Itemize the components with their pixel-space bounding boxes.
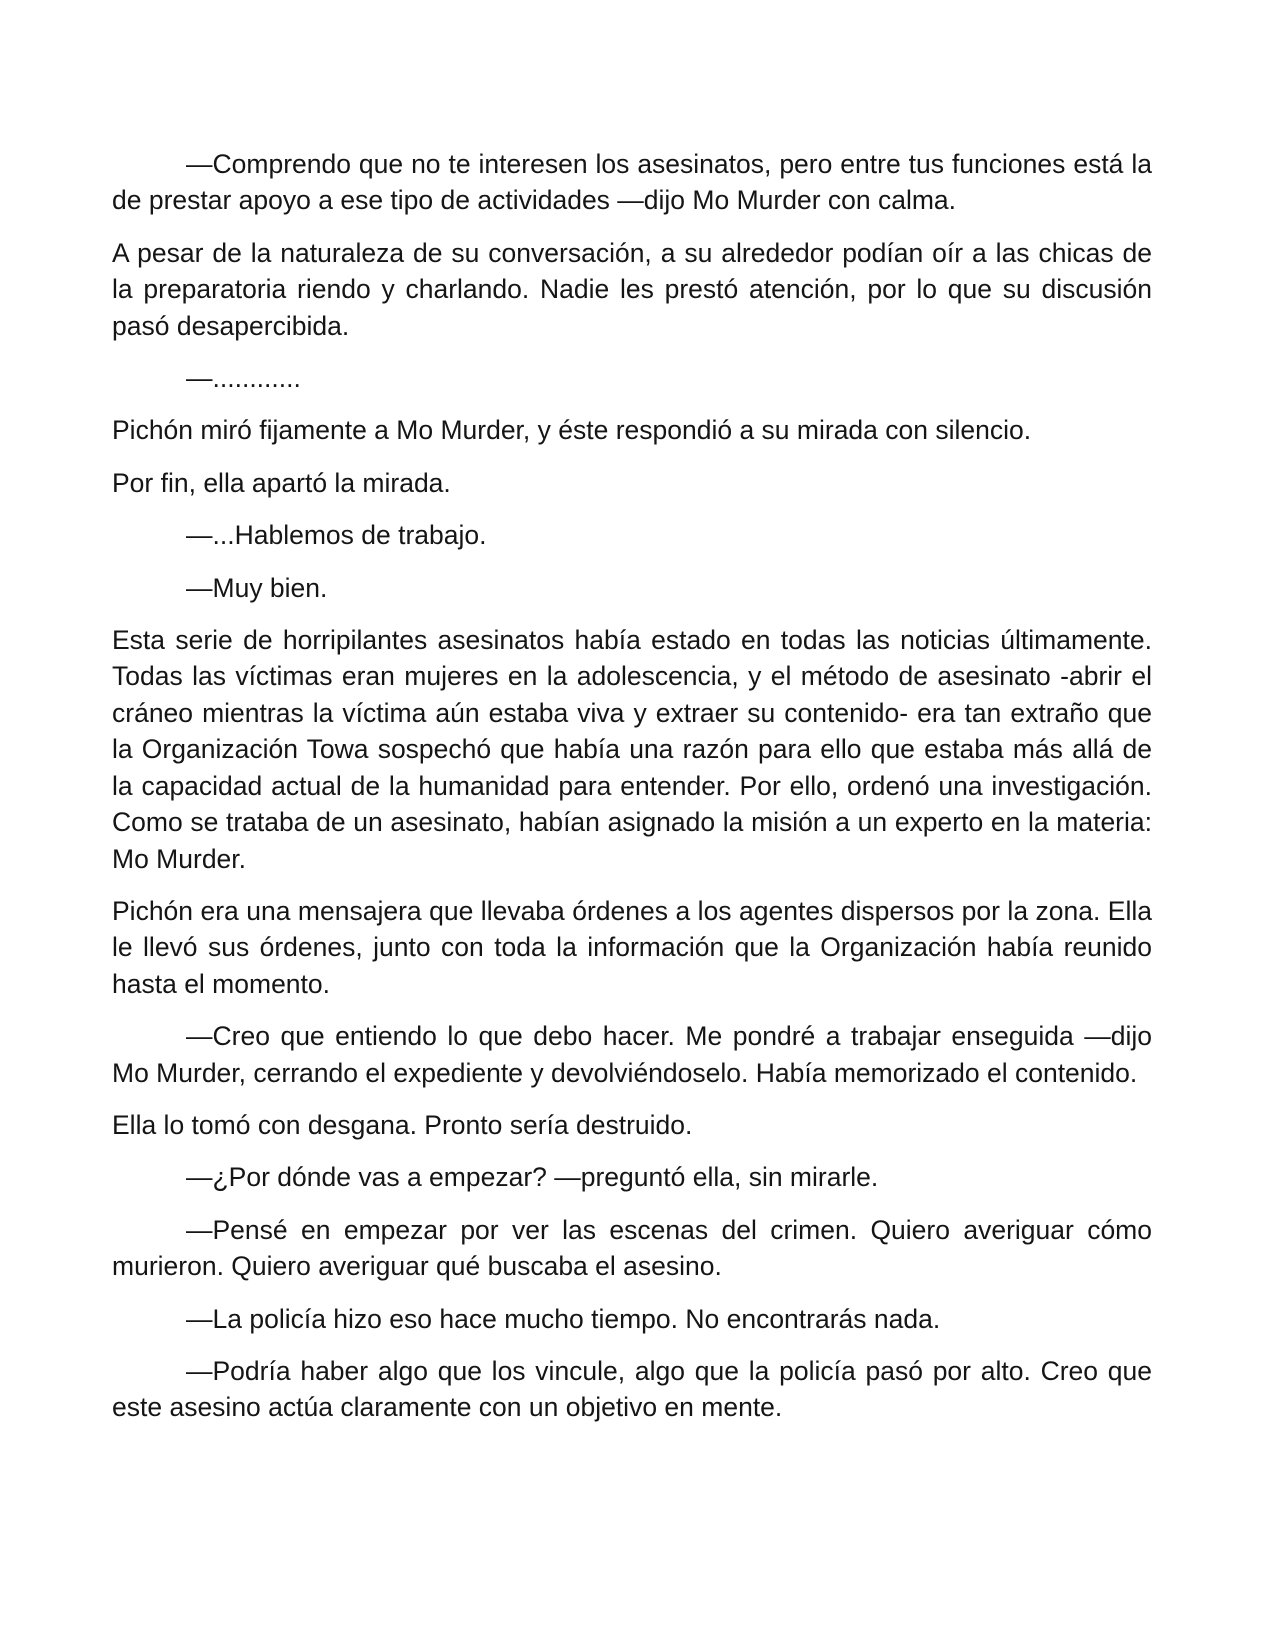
- paragraph-6: —...Hablemos de trabajo.: [186, 520, 487, 551]
- paragraph-10: —Creo que entiendo lo que debo hacer. Me pondré a trabajar enseguida —dijo Mo Murder, cerrando el expediente y devolviéndoselo. Había memorizado el contenido.: [112, 1021, 1152, 1088]
- paragraph-3: —............: [186, 363, 301, 394]
- paragraph-1: —Comprendo que no te interesen los asesinatos, pero entre tus funciones está la de prestar apoyo a ese tipo de actividades —dijo Mo Murder con calma.: [112, 149, 1152, 216]
- paragraph-7: —Muy bien.: [186, 572, 328, 603]
- paragraph-4: Pichón miró fijamente a Mo Murder, y éste respondió a su mirada con silencio.: [112, 415, 1032, 446]
- paragraph-8: Esta serie de horripilantes asesinatos había estado en todas las noticias últimamente. Todas las víctimas eran mujeres en la adolescencia, y el método de asesinato -abrir el cráneo mientras la víctima aún estaba viva y extraer su contenido- era tan extraño que la Organización Towa sospechó que había una razón para ello que estaba más allá de la capacidad actual de la humanidad para entender. Por ello, ordenó una investigación. Como se trataba de un asesinato, habían asignado la misión a un experto en la materia: Mo Murder.: [112, 625, 1152, 874]
- paragraph-5: Por fin, ella apartó la mirada.: [112, 467, 451, 498]
- paragraph-13: —Pensé en empezar por ver las escenas del crimen. Quiero averiguar cómo murieron. Quiero averiguar qué buscaba el asesino.: [112, 1214, 1152, 1282]
- paragraph-14: —La policía hizo eso hace mucho tiempo. No encontrarás nada.: [186, 1303, 941, 1334]
- paragraph-12: —¿Por dónde vas a empezar? —preguntó ella, sin mirarle.: [186, 1162, 879, 1193]
- document-page: [112, 146, 1152, 1442]
- paragraph-11: Ella lo tomó con desgana. Pronto sería destruido.: [112, 1109, 693, 1140]
- paragraph-9: Pichón era una mensajera que llevaba órdenes a los agentes dispersos por la zona. Ella le llevó sus órdenes, junto con toda la información que la Organización había reunido hasta el momento.: [112, 895, 1152, 999]
- paragraph-2: A pesar de la naturaleza de su conversación, a su alrededor podían oír a las chicas de la preparatoria riendo y charlando. Nadie les prestó atención, por lo que su discusión pasó desapercibida.: [112, 237, 1152, 341]
- paragraph-15: —Podría haber algo que los vincule, algo que la policía pasó por alto. Creo que este asesino actúa claramente con un objetivo en mente.: [112, 1355, 1152, 1423]
